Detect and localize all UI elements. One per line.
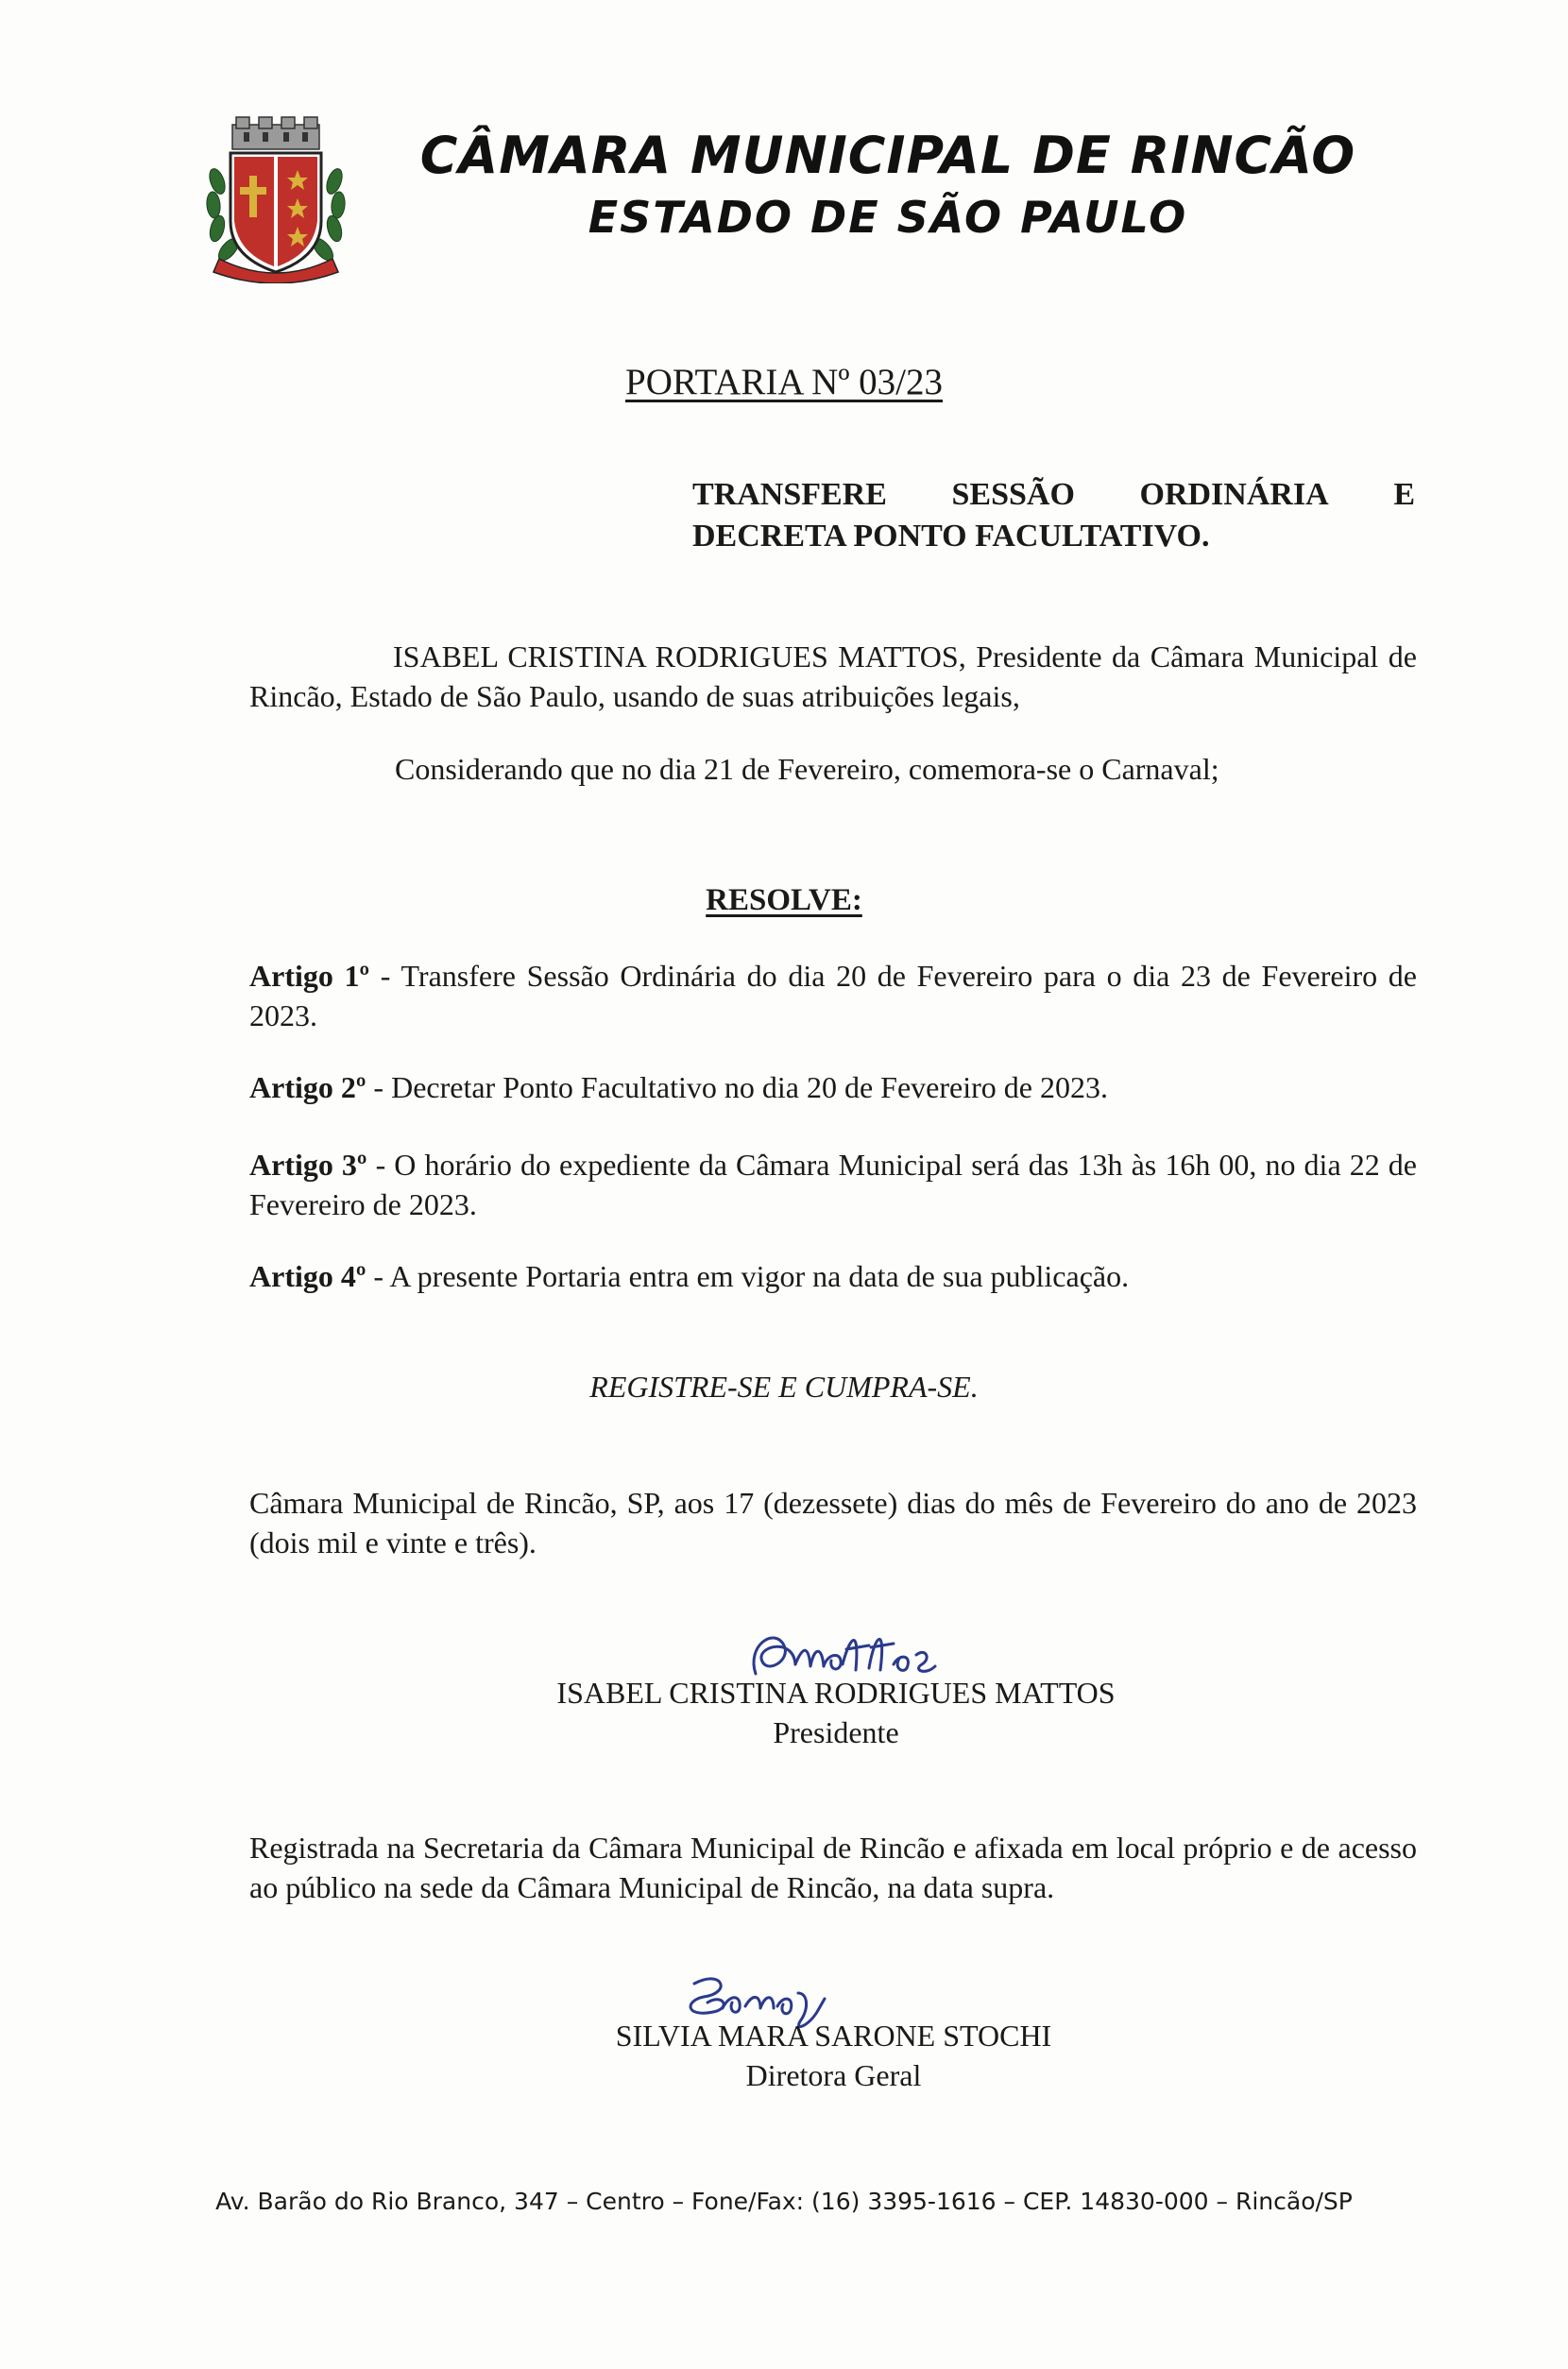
article-text: - O horário do expediente da Câmara Municipal será das 13h às 16h 00, no dia 22 de Fevereiro de 2023. <box>249 1148 1418 1221</box>
ementa-line-2: DECRETA PONTO FACULTATIVO. <box>692 519 1210 554</box>
ementa-word: SESSÃO <box>951 477 1075 512</box>
president-name: ISABEL CRISTINA RODRIGUES MATTOS <box>556 1676 1116 1710</box>
article-4 <box>249 1256 1417 1296</box>
organization-state: ESTADO DE SÃO PAULO <box>588 192 1188 243</box>
article-2 <box>249 1067 1417 1107</box>
article-text: - Transfere Sessão Ordinária do dia 20 de Fevereiro para o dia 23 de Fevereiro de 2023. <box>249 959 1418 1032</box>
municipal-crest-icon <box>200 115 351 283</box>
place-date-paragraph: Câmara Municipal de Rincão, SP, aos 17 (dezessete) dias do mês de Fevereiro do ano de 2023 (dois mil e vinte e três). <box>249 1486 1417 1559</box>
ementa-word: TRANSFERE <box>692 477 887 512</box>
considerando-paragraph: Considerando que no dia 21 de Fevereiro, comemora-se o Carnaval; <box>395 752 1219 786</box>
ementa-line-1 <box>692 474 1415 516</box>
header <box>378 125 1398 246</box>
director-role: Diretora Geral <box>745 2058 922 2092</box>
director-name: SILVIA MARA SARONE STOCHI <box>615 2019 1052 2053</box>
closing-formula: REGISTRE-SE E CUMPRA-SE. <box>589 1370 979 1404</box>
ementa-word: ORDINÁRIA <box>1139 477 1329 512</box>
document-title: PORTARIA Nº 03/23 <box>625 362 943 402</box>
article-1 <box>249 956 1417 1035</box>
article-text: - Decretar Ponto Facultativo no dia 20 de Fevereiro de 2023. <box>366 1070 1108 1104</box>
intro-paragraph: ISABEL CRISTINA RODRIGUES MATTOS, Presidente da Câmara Municipal de Rincão, Estado de São Paulo, usando de suas atribuições legais, <box>249 639 1417 713</box>
article-3 <box>249 1145 1417 1224</box>
article-text: - A presente Portaria entra em vigor na data de sua publicação. <box>366 1259 1130 1293</box>
article-label: Artigo 1º <box>249 959 370 993</box>
ementa-word: E <box>1393 477 1415 512</box>
organization-name: CÂMARA MUNICIPAL DE RINCÃO <box>419 126 1356 185</box>
ementa <box>692 474 1415 557</box>
footer-address: Av. Barão do Rio Branco, 347 – Centro – Fone/Fax: (16) 3395-1616 – CEP. 14830-000 – Rincão/SP <box>215 2188 1353 2215</box>
president-role: Presidente <box>773 1715 899 1749</box>
article-label: Artigo 3º <box>249 1148 367 1182</box>
article-label: Artigo 2º <box>249 1070 366 1104</box>
registration-paragraph: Registrada na Secretaria da Câmara Municipal de Rincão e afixada em local próprio e de acesso ao público na sede da Câmara Municipal de Rincão, na data supra. <box>249 1831 1417 1904</box>
article-label: Artigo 4º <box>249 1259 366 1293</box>
resolve-heading: RESOLVE: <box>706 883 862 917</box>
